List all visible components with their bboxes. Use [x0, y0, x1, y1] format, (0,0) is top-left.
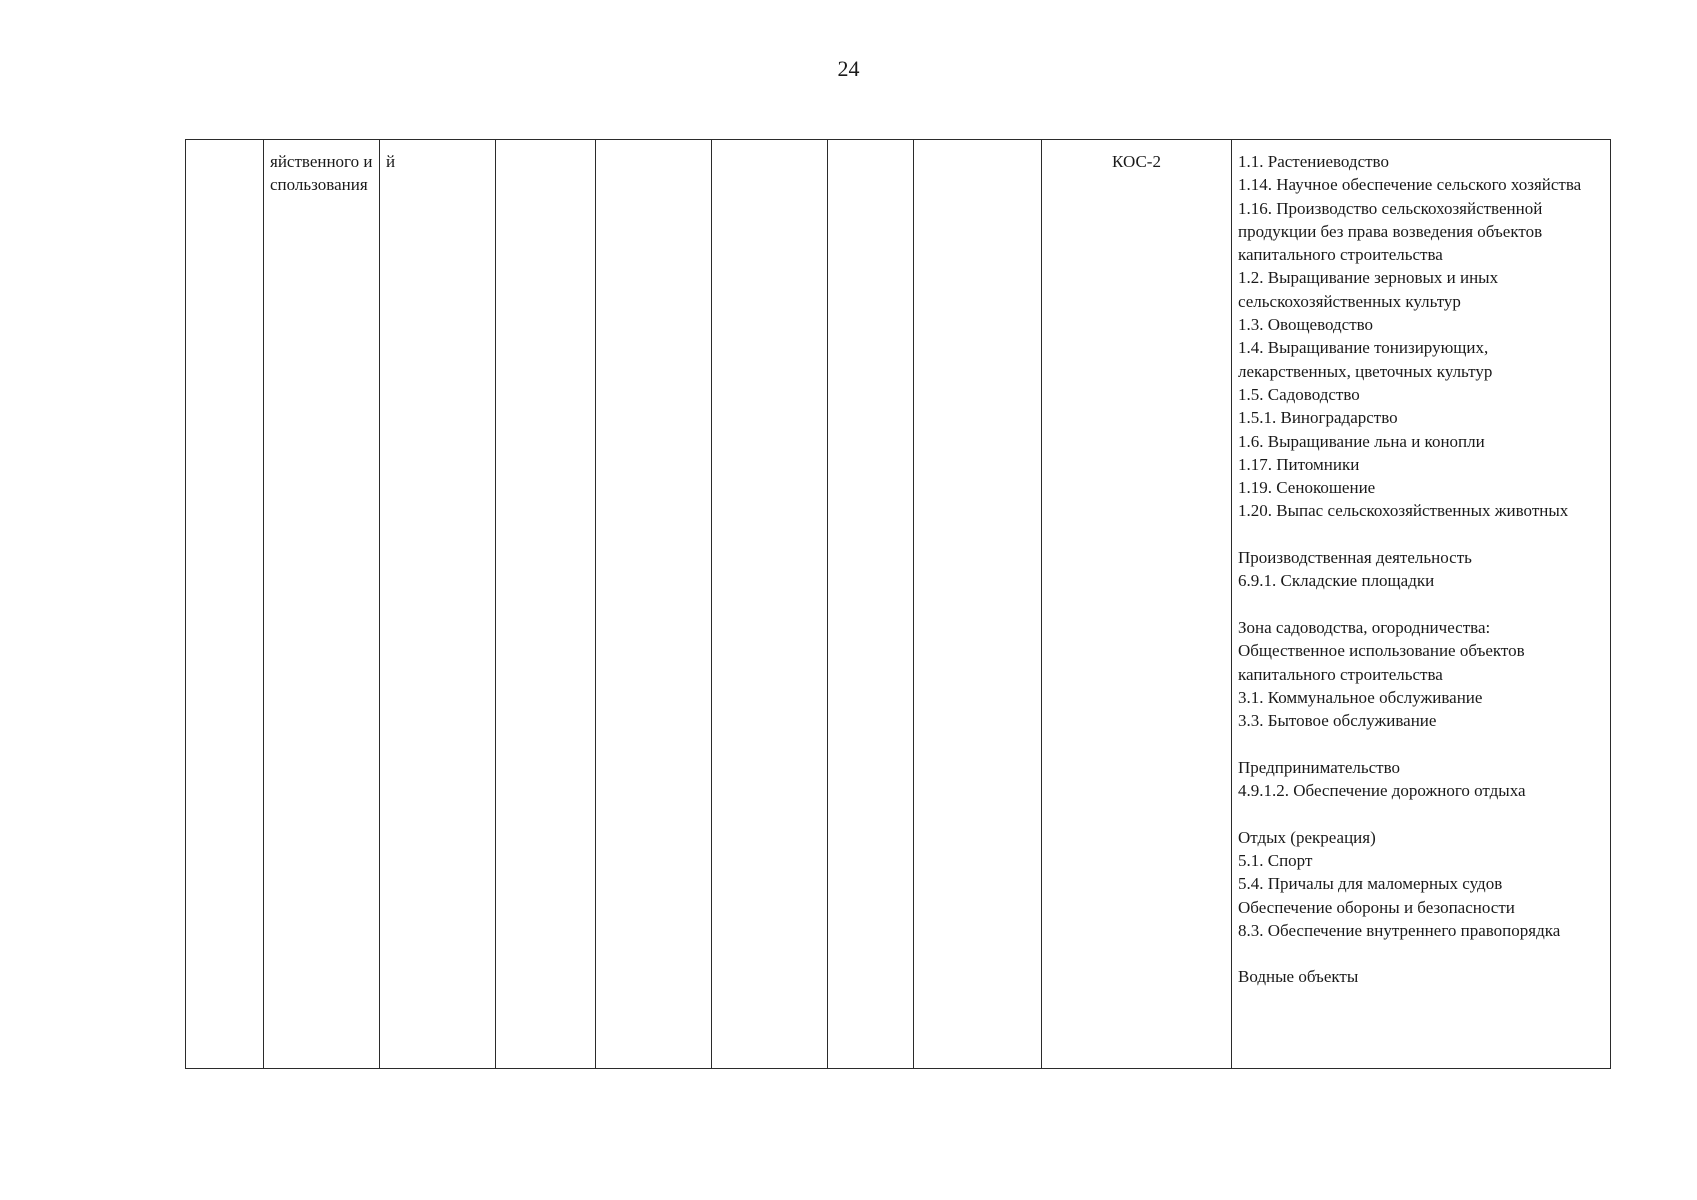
permitted-use-item: 1.2. Выращивание зерновых и иных сельскохозяйственных культур [1238, 268, 1503, 311]
zoning-table [185, 139, 1611, 1069]
blank-line [1238, 802, 1604, 825]
table-cell-col7 [828, 140, 914, 1069]
table-cell-permitted-uses [1232, 140, 1611, 1069]
table-cell-col3: й [380, 140, 496, 1069]
blank-line [1238, 732, 1604, 755]
permitted-use-item: Отдых (рекреация) [1238, 827, 1376, 847]
permitted-use-item: 1.5. Садоводство [1238, 384, 1360, 404]
table-cell-land-use-purpose: яйственного использования [264, 140, 380, 1069]
table-cell-col4 [496, 140, 596, 1069]
permitted-use-item: 3.1. Коммунальное обслуживание [1238, 687, 1483, 707]
table-row [186, 140, 1611, 1069]
permitted-use-item: 3.3. Бытовое обслуживание [1238, 711, 1437, 731]
permitted-use-item: 1.14. Научное обеспечение сельского хозяйства [1238, 175, 1582, 195]
permitted-use-item: Общественное использование объектов капитального строительства [1238, 641, 1529, 684]
blank-line [1238, 593, 1604, 616]
permitted-use-item: 1.6. Выращивание льна и конопли [1238, 431, 1485, 451]
table-cell-col6 [712, 140, 828, 1069]
permitted-use-item: Производственная деятельность [1238, 548, 1472, 568]
permitted-use-item: 6.9.1. Складские площадки [1238, 571, 1435, 591]
permitted-use-item: 5.1. Спорт [1238, 850, 1313, 870]
permitted-use-item: 1.3. Овощеводство [1238, 315, 1374, 335]
permitted-uses-list [1238, 150, 1604, 989]
blank-line [1238, 523, 1604, 546]
permitted-use-item: 1.20. Выпас сельскохозяйственных животных [1238, 501, 1569, 521]
permitted-use-item: 1.4. Выращивание тонизирующих, лекарственных, цветочных культур [1238, 338, 1493, 381]
permitted-use-item: 1.16. Производство сельскохозяйственной продукции без права возведения объектов капитального строительства [1238, 198, 1547, 265]
permitted-use-item: 1.1. Растениеводство [1238, 152, 1389, 171]
blank-line [1238, 942, 1604, 965]
permitted-use-item: Водные объекты [1238, 967, 1359, 987]
permitted-use-item: 5.4. Причалы для маломерных судов [1238, 874, 1503, 894]
permitted-use-item: 1.17. Питомники [1238, 454, 1360, 474]
page-number: 24 [837, 56, 860, 81]
permitted-use-item: 1.19. Сенокошение [1238, 478, 1376, 498]
permitted-use-item: Зона садоводства, огородничества: [1238, 617, 1491, 637]
table-cell-zone-code: КОС-2 [1042, 140, 1232, 1069]
table-cell-col8 [914, 140, 1042, 1069]
permitted-use-item: Обеспечение обороны и безопасности [1238, 897, 1515, 917]
permitted-use-item: 4.9.1.2. Обеспечение дорожного отдыха [1238, 781, 1526, 801]
permitted-use-item: Предпринимательство [1238, 757, 1400, 777]
permitted-use-item: 1.5.1. Виноградарство [1238, 408, 1398, 428]
table-cell-col1 [186, 140, 264, 1069]
table-cell-col5 [596, 140, 712, 1069]
permitted-use-item: 8.3. Обеспечение внутреннего правопорядка [1238, 920, 1561, 940]
